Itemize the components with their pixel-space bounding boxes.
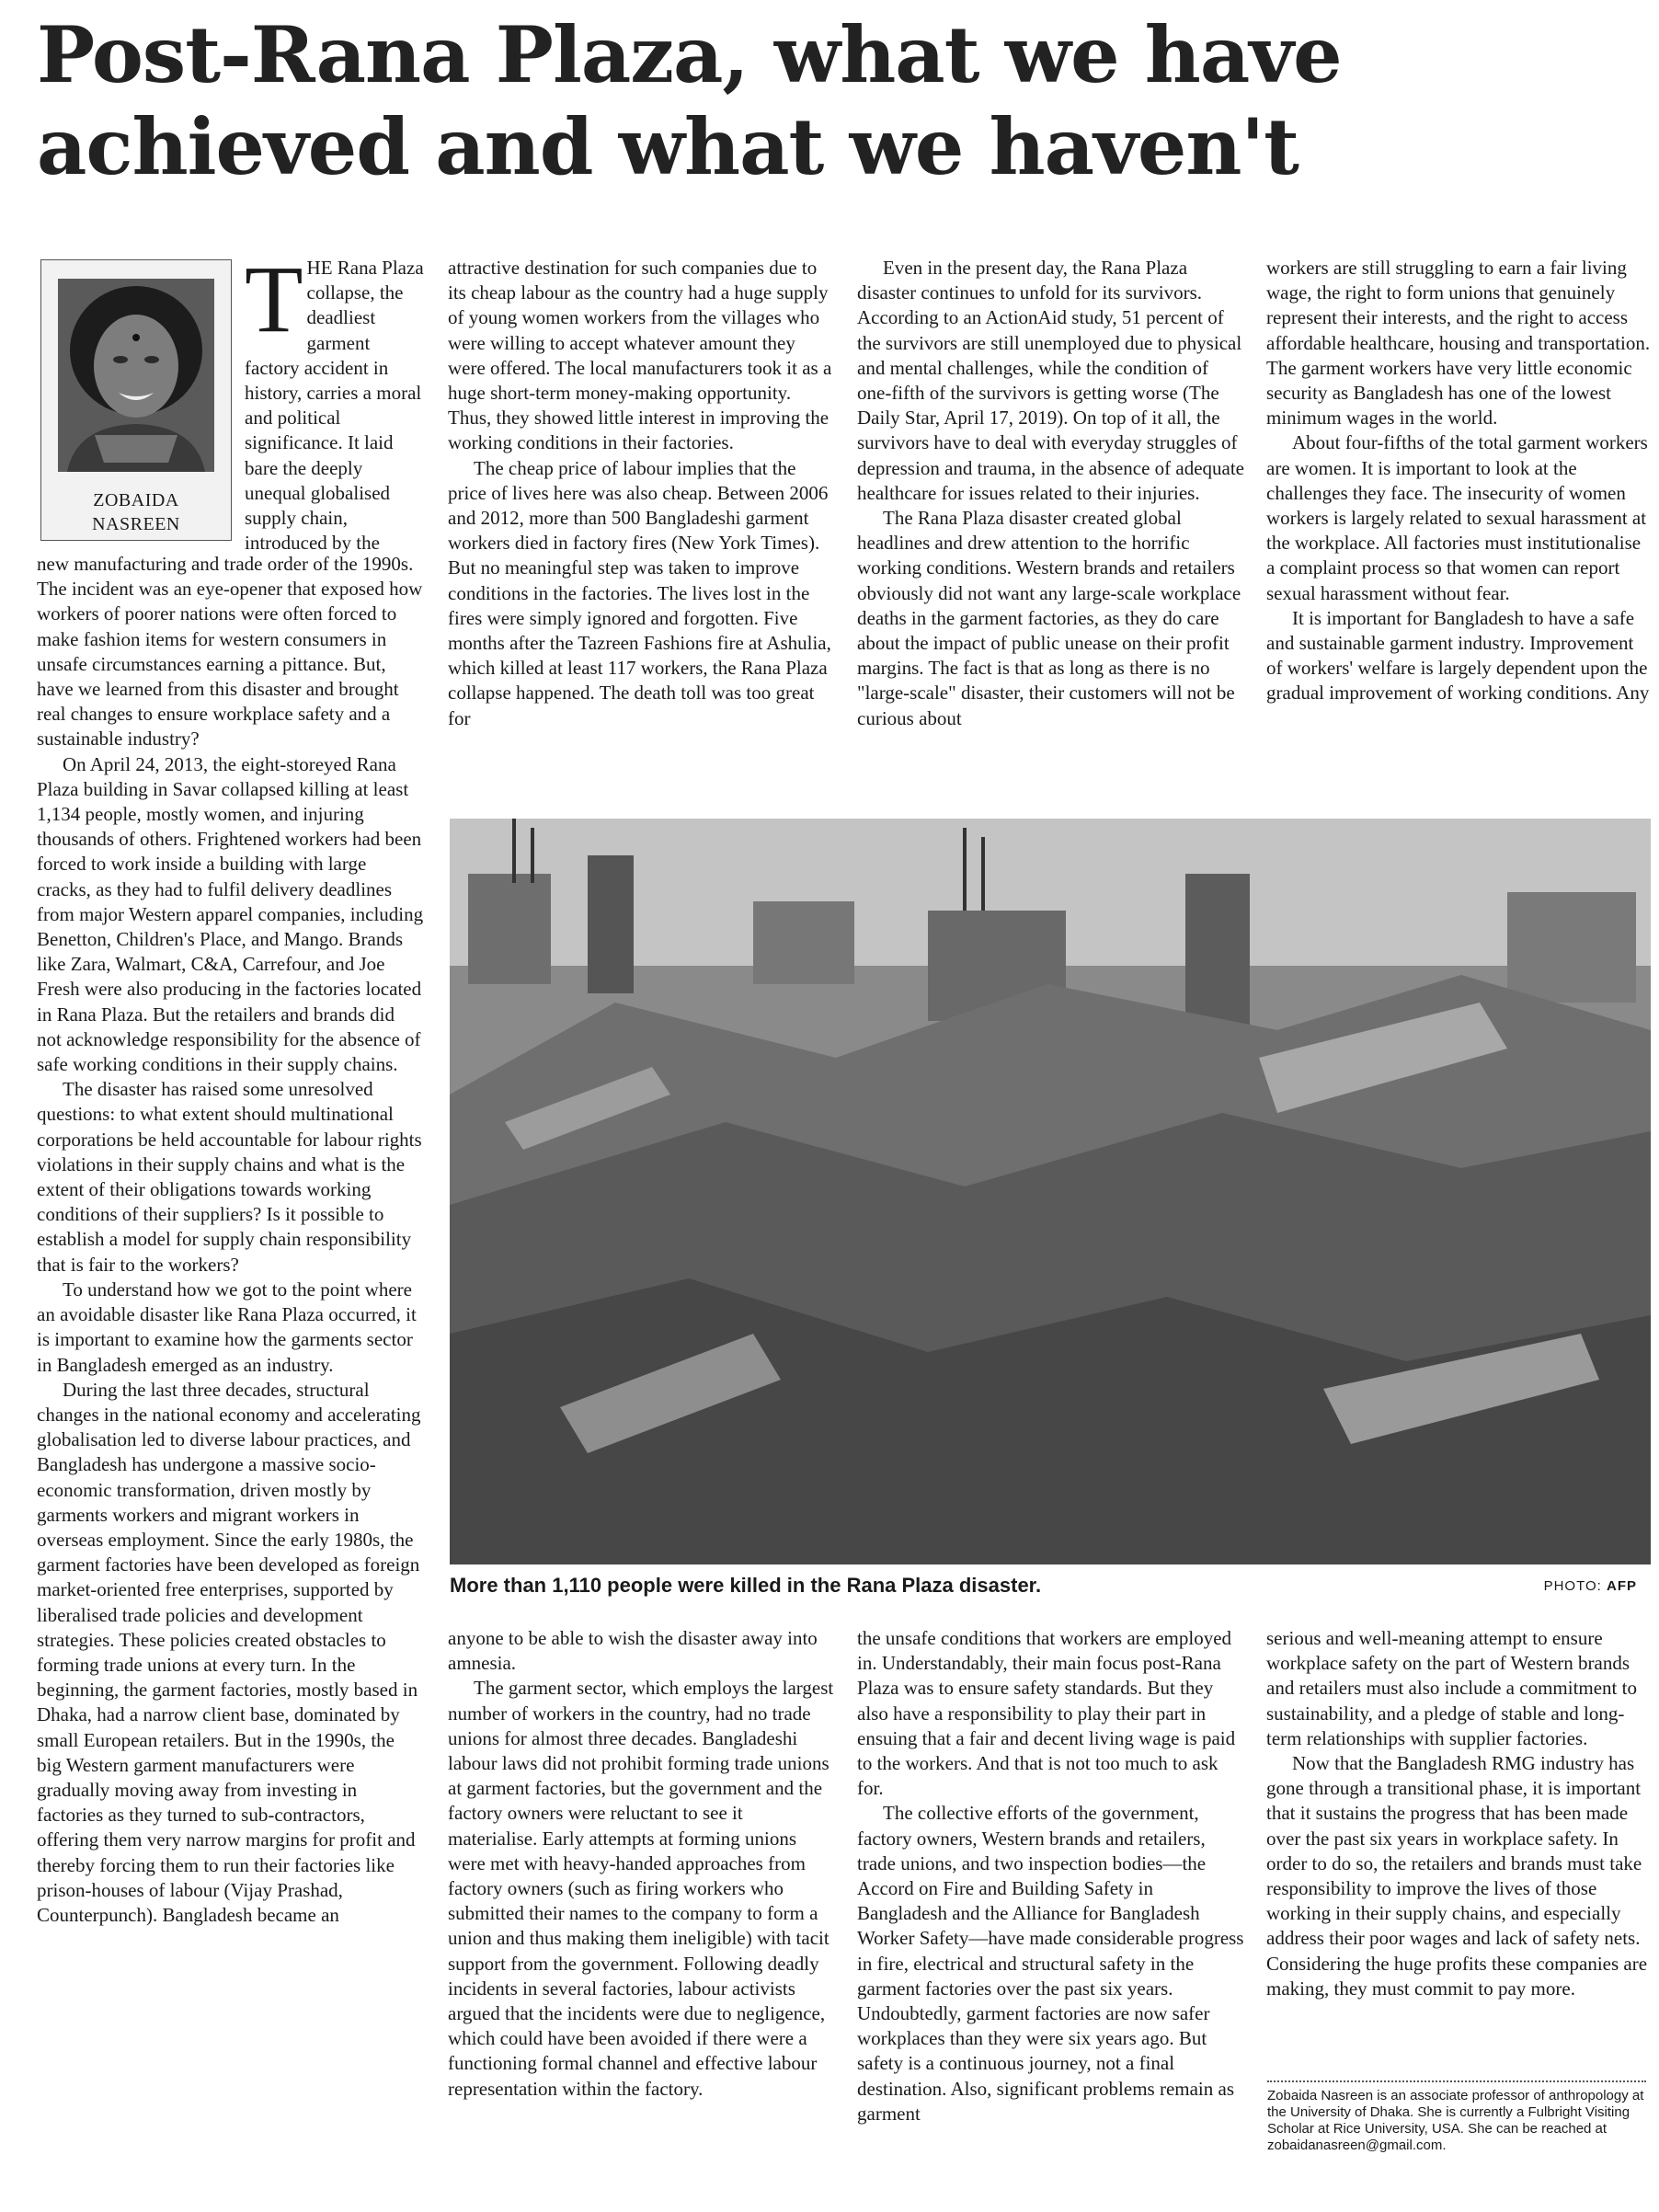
rubble-photo <box>450 819 1651 1564</box>
column-3-bottom <box>857 1626 1244 2126</box>
paragraph: anyone to be able to wish the disaster away into amnesia. <box>448 1627 818 1675</box>
author-name <box>41 488 231 536</box>
paragraph: new manufacturing and trade order of the 1990s. The incident was an eye-opener that exposed how workers of poorer nations were often forced to make fashion items for western consumers in unsafe circumstances earning a pittance. But, have we learned from this disaster and brought real changes to ensure workplace safety and a sustainable industry? <box>37 553 423 751</box>
paragraph: serious and well-meaning attempt to ensure workplace safety on the part of Western brands and retailers must also include a commitment to sustainability, and a pledge of stable and long-term relationships with supplier factories. <box>1266 1627 1637 1749</box>
bio-divider <box>1267 2080 1646 2082</box>
column-4-top <box>1266 256 1653 706</box>
author-name-line1: ZOBAIDA <box>93 490 179 510</box>
photo-credit-label: PHOTO: <box>1543 1578 1602 1594</box>
author-bio: Zobaida Nasreen is an associate professor of anthropology at the University of Dhaka. She is currently a Fulbright Visiting Scholar at Rice University, USA. She can be reached at zobaidanasreen@gmail.com. <box>1267 2088 1644 2153</box>
author-name-line2: NASREEN <box>92 514 180 534</box>
paragraph: The cheap price of labour implies that the price of lives here was also cheap. Between 2006 and 2012, more than 500 Bangladeshi garment workers died in factory fires (New York Times). But no meaningful step was taken to improve conditions in the factories. The lives lost in the fires were simply ignored and forgotten. Five months after the Tazreen Fashions fire at Ashulia, which killed at least 117 workers, the Rana Plaza collapse happened. The death toll was too great for <box>448 456 831 729</box>
headline: Post-Rana Plaza, what we have achieved and what we haven't <box>37 9 1342 192</box>
drop-cap: T <box>245 246 303 352</box>
column-1 <box>37 552 424 1928</box>
paragraph: Even in the present day, the Rana Plaza disaster continues to unfold for its survivors. According to an ActionAid study, 51 percent of the survivors are still unemployed due to physical and mental challenges, while the condition of one-fifth of the survivors is getting worse (The Daily Star, April 17, 2019). On top of it all, the survivors have to deal with everyday struggles of depression and trauma, in the absence of adequate healthcare for issues related to their injuries. <box>857 257 1244 504</box>
paragraph: During the last three decades, structural changes in the national economy and accelerating globalisation led to diverse labour practices, and Bangladesh has undergone a massive socio-economic transformation, driven mostly by garments workers and migrant workers in overseas employment. Since the early 1980s, the garment factories have been developed as foreign market-oriented free enterprises, supported by liberalised trade policies and development strategies. These policies created obstacles to forming trade unions at every turn. In the beginning, the garment factories, mostly based in Dhaka, had a narrow client base, dominated by small European retailers. But in the 1990s, the big Western garment manufacturers were gradually moving away from investing in factories as they turned to sub-contractors, offering them very narrow margins for profit and thereby forcing them to run their factories like prison-houses of labour (Vijay Prashad, Counterpunch). Bangladesh became an <box>37 1378 421 1926</box>
paragraph: The disaster has raised some unresolved questions: to what extent should multinational corporations be held accountable for labour rights violations in their supply chains and what is the extent of their obligations towards working conditions of their suppliers? Is it possible to establish a model for supply chain responsibility that is fair to the workers? <box>37 1078 422 1276</box>
paragraph: the unsafe conditions that workers are employed in. Understandably, their main focus post-Rana Plaza was to ensure safety standards. But they also have a responsibility to play their part in ensuing that a fair and decent living wage is paid to the workers. And that is not too much to ask for. <box>857 1627 1236 1800</box>
column-2-bottom <box>448 1626 835 2102</box>
photo-credit <box>1544 1578 1637 1594</box>
author-box <box>40 259 232 541</box>
column-3-top <box>857 256 1244 731</box>
column-4-bottom <box>1266 1626 1653 2001</box>
paragraph: About four-fifths of the total garment workers are women. It is important to look at the challenges they face. The insecurity of women workers is largely related to sexual harassment at the workplace. All factories must institutionalise a complaint process so that women can report sexual harassment without fear. <box>1266 431 1648 604</box>
paragraph: The garment sector, which employs the largest number of workers in the country, had no trade unions for almost three decades. Bangladeshi labour laws did not prohibit forming trade unions at garment factories, but the government and the factory owners were reluctant to see it materialise. Early attempts at forming unions were met with heavy-handed approaches from factory owners (such as firing workers who submitted their names to the company to form a union and thus making them ineligible) with tacit support from the government. Following deadly incidents in several factories, labour activists argued that the incidents were due to negligence, which could have been avoided if there were a functioning formal channel and effective labour representation within the factory. <box>448 1677 834 2100</box>
photo-credit-source: AFP <box>1607 1578 1637 1594</box>
paragraph: On April 24, 2013, the eight-storeyed Rana Plaza building in Savar collapsed killing at least 1,134 people, mostly women, and injuring thousands of others. Frightened workers had been forced to work inside a building with large cracks, as they had to fulfil delivery deadlines from major Western apparel companies, including Benetton, Children's Place, and Mango. Brands like Zara, Walmart, C&A, Carrefour, and Joe Fresh were also producing in the factories located in Rana Plaza. But the retailers and brands did not acknowledge responsibility for the absence of safe working conditions in their supply chains. <box>37 752 424 1076</box>
paragraph: workers are still struggling to earn a fair living wage, the right to form unions that genuinely represent their interests, and the right to access affordable healthcare, housing and transportation. The garment workers have very little economic security as Bangladesh has one of the lowest minimum wages in the world. <box>1266 257 1651 430</box>
paragraph: The Rana Plaza disaster created global headlines and drew attention to the horrific working conditions. Western brands and retailers obviously did not want any large-scale workplace deaths in the garment factories, as they do care about the impact of public unease on their profit margins. The fact is that as long as there is no "large-scale" disaster, their customers will not be curious about <box>857 507 1241 729</box>
paragraph: To understand how we got to the point where an avoidable disaster like Rana Plaza occurred, it is important to examine how the garments sector in Bangladesh emerged as an industry. <box>37 1278 417 1376</box>
paragraph: The collective efforts of the government, factory owners, Western brands and retailers, trade unions, and two inspection bodies—the Accord on Fire and Building Safety in Bangladesh and the Alliance for Bangladesh Worker Safety—have made considerable progress in fire, electrical and structural safety in the garment factories over the past six years. Undoubtedly, garment factories are now safer workplaces than they were six years ago. But safety is a continuous journey, not a final destination. Also, significant problems remain as garment <box>857 1802 1244 2125</box>
lead-text: HE Rana Plaza collapse, the deadliest garment factory accident in history, carries a moral and political significance. It laid bare the deeply unequal globalised supply chain, introduced by the <box>245 257 424 555</box>
paragraph: attractive destination for such companies due to its cheap labour as the country had a huge supply of young women workers from the villages who were willing to accept whatever amount they were offered. The local manufacturers took it as a huge short-term money-making opportunity. Thus, they showed little interest in improving the working conditions in their factories. <box>448 257 832 454</box>
lead-paragraph <box>245 246 424 556</box>
paragraph: Now that the Bangladesh RMG industry has gone through a transitional phase, it is important that it sustains the progress that has been made over the past six years in workplace safety. In order to do so, the retailers and brands must take responsibility to improve the lives of those working in their supply chains, and especially address their poor wages and lack of safety nets. Considering the huge profits these companies are making, they must commit to pay more. <box>1266 1752 1648 2000</box>
column-1-intro <box>245 246 424 556</box>
photo-caption: More than 1,110 people were killed in the Rana Plaza disaster. <box>450 1574 1042 1597</box>
column-2-top <box>448 256 835 731</box>
author-portrait <box>58 279 214 472</box>
paragraph: It is important for Bangladesh to have a safe and sustainable garment industry. Improvement of workers' welfare is largely dependent upon the gradual improvement of working conditions. Any <box>1266 606 1650 705</box>
